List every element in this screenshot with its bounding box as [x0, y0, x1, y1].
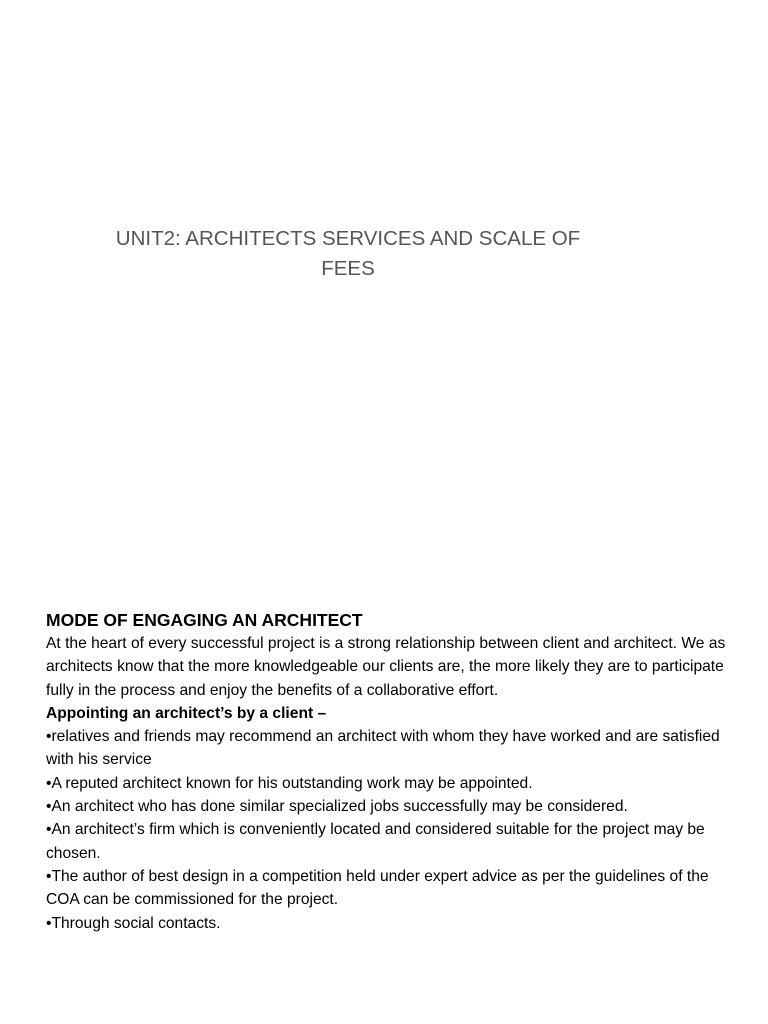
bullet-item: •relatives and friends may recommend an architect with whom they have worked and are satisfied with his service — [46, 728, 720, 769]
bullet-item: •The author of best design in a competition held under expert advice as per the guidelines of the COA can be commissioned for the project. — [46, 867, 709, 909]
bullet-item: •A reputed architect known for his outstanding work may be appointed. — [46, 774, 533, 792]
page-title — [100, 224, 596, 284]
title-line-1: UNIT2: ARCHITECTS SERVICES AND SCALE OF — [115, 227, 581, 250]
section-heading: MODE OF ENGAGING AN ARCHITECT — [46, 610, 363, 630]
sub-heading: Appointing an architect’s by a client – — [46, 704, 327, 722]
section-body — [46, 608, 736, 935]
bullet-item: •An architect who has done similar specialized jobs successfully may be considered. — [46, 798, 628, 816]
title-line-2: FEES — [321, 257, 375, 280]
intro-paragraph: At the heart of every successful project is a strong relationship between client and architect. We as architects know that the more knowledgeable our clients are, the more likely they are to participate fully in the process and enjoy the benefits of a collaborative effort. — [46, 635, 726, 699]
bullet-item: •An architect’s firm which is conveniently located and considered suitable for the project may be chosen. — [46, 821, 705, 862]
bullet-item: •Through social contacts. — [46, 914, 221, 932]
